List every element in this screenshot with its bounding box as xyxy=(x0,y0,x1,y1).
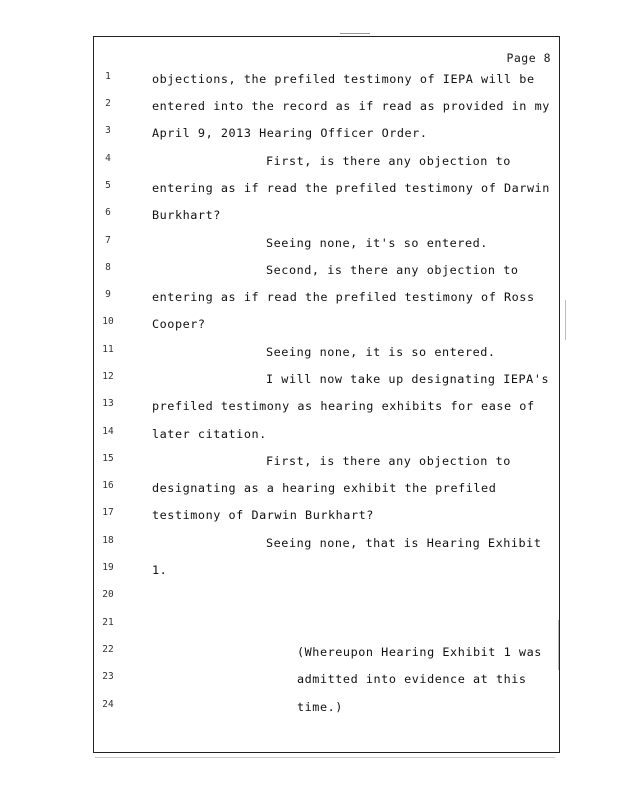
line-number: 23 xyxy=(102,671,114,682)
transcript-line: entered into the record as if read as provided in my xyxy=(152,99,550,113)
transcript-line: time.) xyxy=(297,700,343,714)
transcript-line: Cooper? xyxy=(152,317,206,331)
line-number: 17 xyxy=(102,507,114,518)
line-number: 10 xyxy=(102,316,114,327)
transcript-line: designating as a hearing exhibit the prefiled xyxy=(152,481,497,495)
transcript-line: testimony of Darwin Burkhart? xyxy=(152,508,374,522)
transcript-line: 1. xyxy=(152,563,168,577)
line-number: 14 xyxy=(102,426,114,437)
line-number: 2 xyxy=(105,98,111,109)
line-number: 20 xyxy=(102,589,114,600)
line-number: 4 xyxy=(105,153,111,164)
page-number-label: Page 8 xyxy=(506,51,551,65)
line-number: 3 xyxy=(105,125,111,136)
line-number: 7 xyxy=(105,235,111,246)
line-number: 12 xyxy=(102,371,114,382)
scan-artifact xyxy=(565,300,566,340)
scan-artifact xyxy=(95,757,555,758)
transcript-line: Seeing none, it is so entered. xyxy=(266,345,496,359)
line-number: 8 xyxy=(105,262,111,273)
line-number: 21 xyxy=(102,617,114,628)
scan-artifact xyxy=(340,33,370,34)
line-number: 16 xyxy=(102,480,114,491)
line-number: 13 xyxy=(102,398,114,409)
transcript-line: objections, the prefiled testimony of IEPA will be xyxy=(152,72,535,86)
line-number: 22 xyxy=(102,644,114,655)
transcript-line: April 9, 2013 Hearing Officer Order. xyxy=(152,126,428,140)
line-number: 6 xyxy=(105,207,111,218)
line-number: 18 xyxy=(102,535,114,546)
transcript-line: Seeing none, it's so entered. xyxy=(266,236,488,250)
transcript-line: Second, is there any objection to xyxy=(266,263,519,277)
transcript-line: later citation. xyxy=(152,427,267,441)
transcript-line: First, is there any objection to xyxy=(266,154,511,168)
transcript-line: (Whereupon Hearing Exhibit 1 was xyxy=(297,645,542,659)
transcript-line: prefiled testimony as hearing exhibits for ease of xyxy=(152,399,535,413)
line-number: 1 xyxy=(105,71,111,82)
line-number: 5 xyxy=(105,180,111,191)
transcript-line: admitted into evidence at this xyxy=(297,672,527,686)
transcript-line: I will now take up designating IEPA's xyxy=(266,372,550,386)
line-number: 9 xyxy=(105,289,111,300)
transcript-line: Seeing none, that is Hearing Exhibit xyxy=(266,536,542,550)
line-number: 11 xyxy=(102,344,114,355)
transcript-line: entering as if read the prefiled testimony of Ross xyxy=(152,290,535,304)
line-number: 24 xyxy=(102,699,114,710)
line-number: 15 xyxy=(102,453,114,464)
transcript-line: Burkhart? xyxy=(152,208,221,222)
transcript-line: entering as if read the prefiled testimony of Darwin xyxy=(152,181,550,195)
line-number: 19 xyxy=(102,562,114,573)
scan-artifact xyxy=(558,620,559,670)
transcript-line: First, is there any objection to xyxy=(266,454,511,468)
